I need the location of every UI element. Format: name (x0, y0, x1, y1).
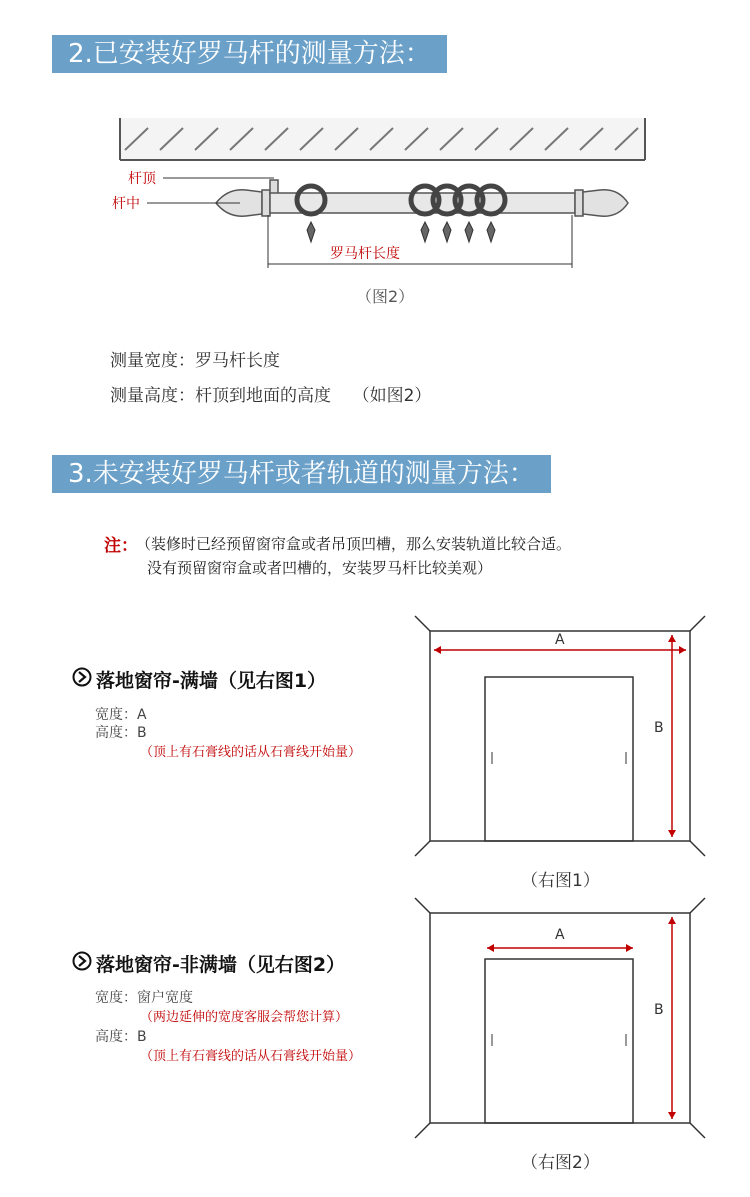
fig1-label-b: B (654, 720, 664, 736)
section2-title: 2.已安装好罗马杆的测量方法： (52, 35, 447, 73)
case2-width-note: （两边延伸的宽度客服会帮您计算） (140, 1010, 349, 1025)
note-prefix: 注： (104, 536, 138, 556)
fig2-label-b: B (654, 1002, 664, 1018)
figure2-caption: （图2） (356, 287, 415, 306)
rod-mid-label: 杆中 (112, 196, 140, 212)
figure1-caption: （右图1） (521, 871, 600, 891)
measure-width-text: 测量宽度：罗马杆长度 (110, 351, 280, 371)
rod-length-label: 罗马杆长度 (330, 246, 400, 262)
case1-width: 宽度：A (95, 707, 147, 723)
case2-height: 高度：B (95, 1029, 147, 1045)
note-line2: 没有预留窗帘盒或者凹槽的，安装罗马杆比较美观） (147, 559, 493, 577)
case1-height: 高度：B (95, 725, 147, 741)
rod-top-label: 杆顶 (128, 171, 156, 187)
fig1-label-a: A (555, 632, 565, 648)
section3-title: 3.未安装好罗马杆或者轨道的测量方法： (52, 455, 551, 493)
case1-height-note: （顶上有石膏线的话从石膏线开始量） (140, 745, 362, 760)
measure-height-text: 测量高度：杆顶到地面的高度 （如图2） (110, 386, 432, 406)
case1-heading: 落地窗帘-满墙（见右图1） (96, 670, 327, 692)
figure2-caption: （右图2） (521, 1153, 600, 1173)
fig2-label-a: A (555, 927, 565, 943)
case2-width: 宽度：窗户宽度 (95, 990, 193, 1006)
note-line1: （装修时已经预留窗帘盒或者吊顶凹槽，那么安装轨道比较合适。 (136, 535, 572, 553)
case2-heading: 落地窗帘-非满墙（见右图2） (96, 954, 346, 976)
case2-height-note: （顶上有石膏线的话从石膏线开始量） (140, 1049, 362, 1064)
